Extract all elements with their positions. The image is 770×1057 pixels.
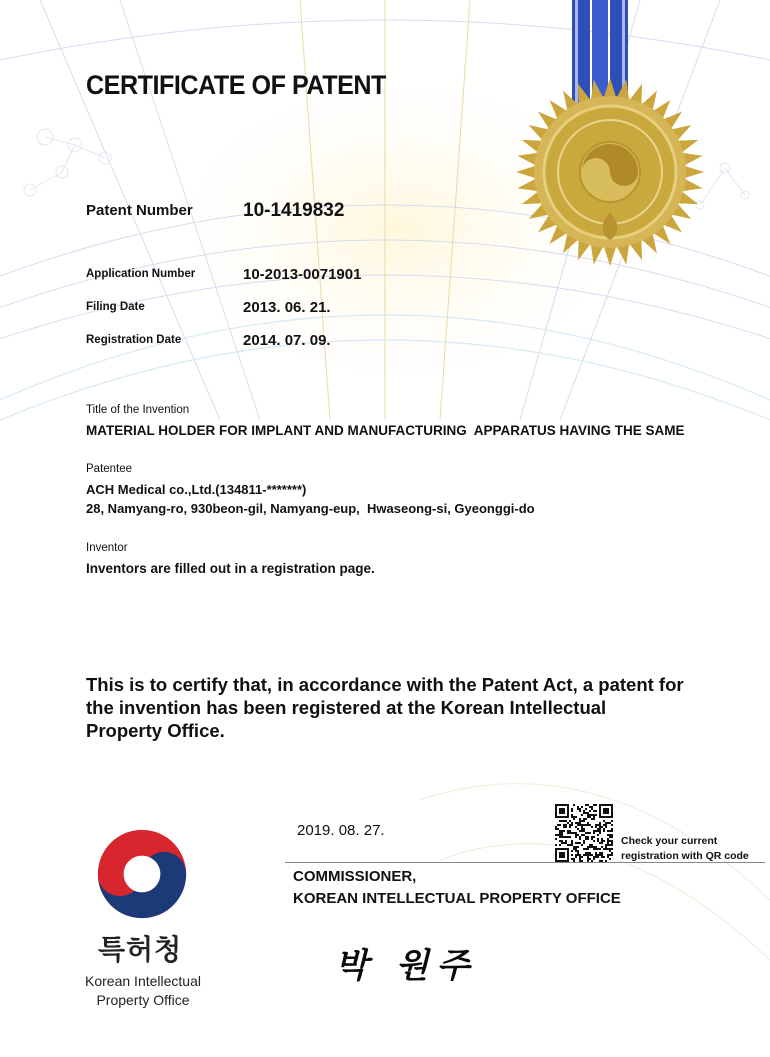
- patent-number-label: Patent Number: [86, 202, 193, 219]
- application-number-label: Application Number: [86, 268, 196, 280]
- invention-title: MATERIAL HOLDER FOR IMPLANT AND MANUFACTURING APPARATUS HAVING THE SAME: [86, 423, 685, 438]
- invention-title-label: Title of the Invention: [86, 404, 190, 416]
- filing-date-label: Filing Date: [86, 301, 145, 313]
- registration-date: 2014. 07. 09.: [243, 332, 331, 349]
- commissioner-line-2: KOREAN INTELLECTUAL PROPERTY OFFICE: [293, 890, 621, 907]
- gold-seal-icon: [515, 0, 705, 270]
- filing-date: 2013. 06. 21.: [243, 299, 331, 316]
- qr-code-icon[interactable]: [555, 804, 613, 862]
- commissioner-line-1: COMMISSIONER,: [293, 868, 417, 885]
- office-name-korean: 특허청: [98, 934, 183, 965]
- application-number: 10-2013-0071901: [243, 266, 362, 283]
- office-name-english: Korean Intellectual Property Office: [85, 973, 201, 1008]
- certificate-title: CERTIFICATE OF PATENT: [86, 70, 386, 100]
- patentee-label: Patentee: [86, 463, 133, 475]
- qr-caption: Check your current registration with QR code: [621, 835, 749, 862]
- taegeuk-logo-icon: [96, 828, 188, 920]
- patent-number: 10-1419832: [243, 200, 345, 221]
- commissioner-title: [293, 866, 763, 910]
- commissioner-signature: 박 원주: [335, 946, 478, 986]
- registration-date-label: Registration Date: [86, 334, 182, 346]
- patentee-address: 28, Namyang-ro, 930beon-gil, Namyang-eup, Hwaseong-si, Gyeonggi-do: [86, 501, 535, 516]
- issue-date: 2019. 08. 27.: [297, 822, 385, 839]
- inventor-label: Inventor: [86, 542, 128, 554]
- inventor-text: Inventors are filled out in a registration page.: [86, 561, 375, 576]
- patentee-name: ACH Medical co.,Ltd.(134811-*******): [86, 482, 307, 497]
- certification-statement: This is to certify that, in accordance with the Patent Act, a patent for the invention has been registered at the Korean Intellectual Property Office.: [86, 674, 684, 741]
- divider-line: [285, 862, 765, 863]
